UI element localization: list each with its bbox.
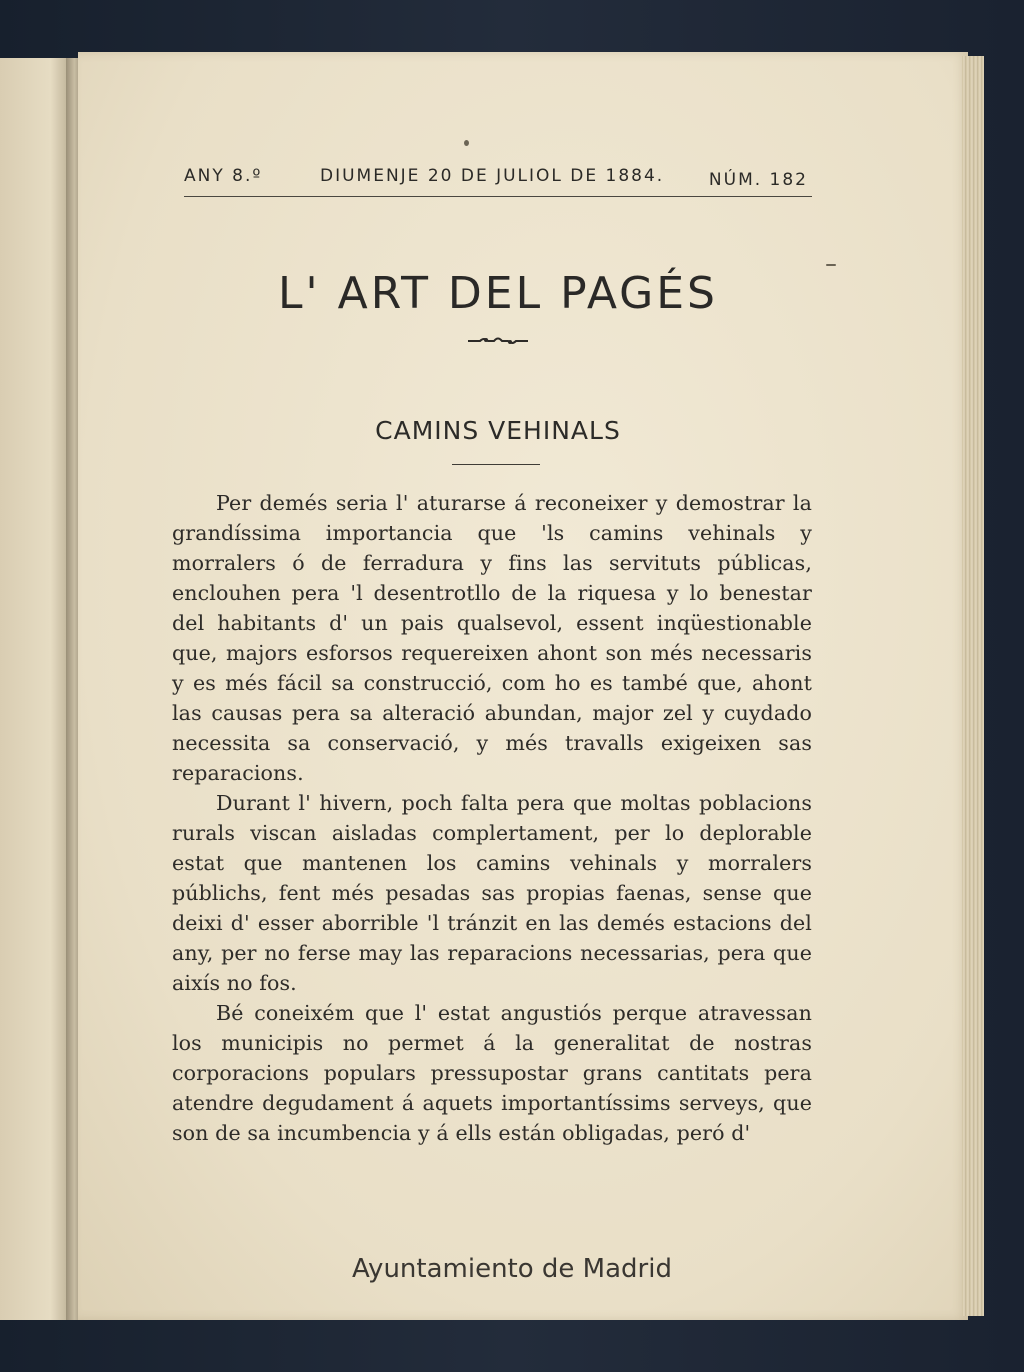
volume-label: ANY 8.º (184, 166, 263, 186)
article-paragraph: Bé coneixém que l' estat angustiós perque atravessan los municipis no permet á la generalitat de nostras corporacions populars pressupostar grans cantitats pera atendre degudament á aquets importantíssims serveys, que son de sa incumbencia y á ells están obligadas, peró d' (172, 1001, 812, 1145)
article-title: CAMINS VEHINALS (375, 416, 621, 445)
issue-date: DIUMENJE 20 DE JULIOL DE 1884. (320, 166, 665, 186)
header-rule (184, 196, 812, 197)
page-stack-edge (962, 56, 984, 1316)
issue-header (184, 166, 812, 196)
title-rule (452, 464, 540, 465)
article-paragraph: Per demés seria l' aturarse á reconeixer y demostrar la grandíssima importancia que 'ls camins vehinals y morralers ó de ferradura y fins las servituts públicas, enclouhen pera 'l desentrotllo de la riquesa y lo benestar del habitants d' un pais qualsevol, essent inqüestionable que, majors esforsos requereixen ahont son més necessaris y es més fácil sa construcció, com ho es també que, ahont las causas pera sa alteració abundan, major zel y cuydado necessita sa conservació, y més travalls exigeixen sas reparacions. (172, 491, 812, 785)
article-body (172, 488, 812, 1148)
paper-speck (826, 264, 836, 266)
library-watermark: Ayuntamiento de Madrid (352, 1254, 672, 1284)
issue-number: NÚM. 182 (708, 170, 808, 190)
left-page-edge (0, 58, 74, 1320)
paper-speck (464, 140, 469, 146)
ornament-icon (466, 332, 530, 348)
article-paragraph: Durant l' hivern, poch falta pera que moltas poblacions rurals viscan aisladas complertament, per lo deplorable estat que mantenen los camins vehinals y morralers públichs, fent més pesadas sas propias faenas, sense que deixi d' esser aborrible 'l tránzit en las demés estacions del any, per no ferse may las reparacions necessarias, pera que aixís no fos. (172, 791, 812, 995)
masthead-title: L' ART DEL PAGÉS (278, 268, 718, 319)
